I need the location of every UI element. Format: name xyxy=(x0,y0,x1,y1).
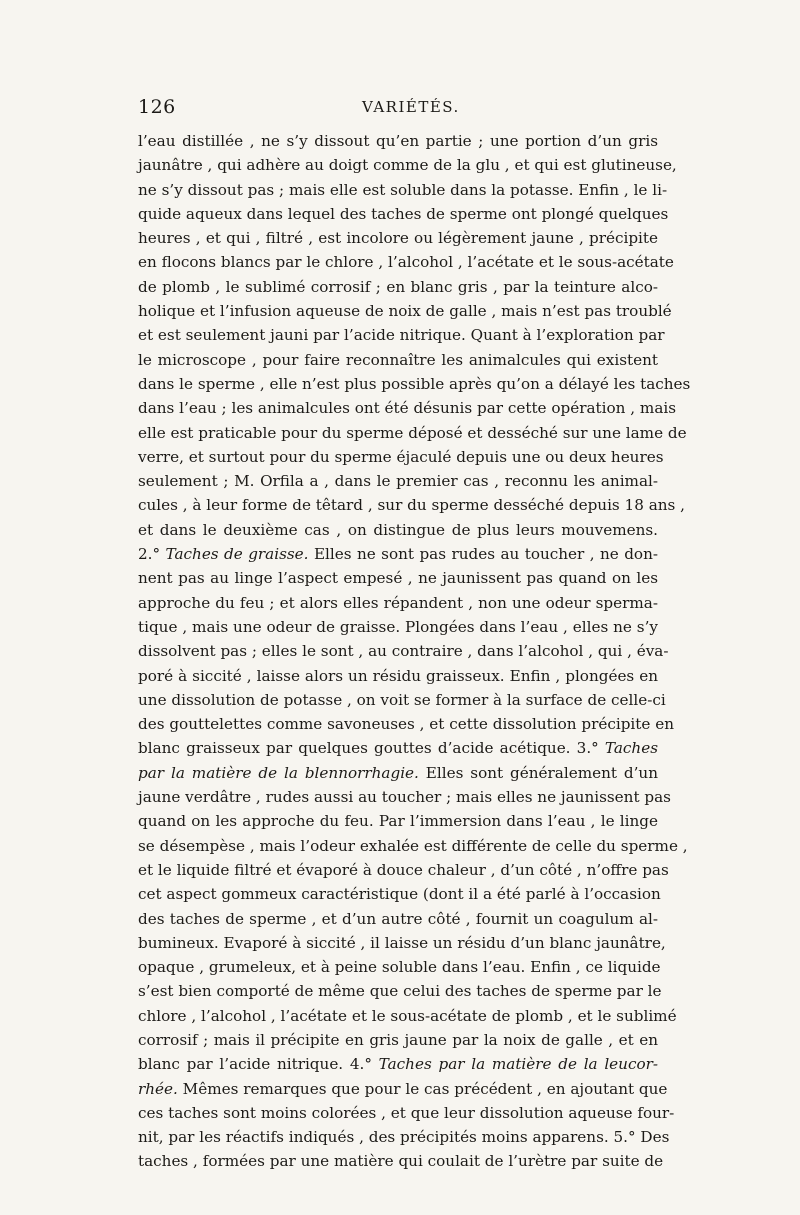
text-line xyxy=(138,761,658,785)
text-segment: ne s’y dissout pas ; mais elle est soluble dans la potasse. Enfin , le li- xyxy=(138,180,668,199)
text-segment: et le liquide filtré et évaporé à douce chaleur , d’un côté , n’offre pas xyxy=(138,860,669,879)
text-line xyxy=(138,518,658,542)
text-segment: quide aqueux dans lequel des taches de sperme ont plongé quelques xyxy=(138,204,669,223)
body-text xyxy=(138,129,691,1174)
text-line xyxy=(138,834,688,858)
text-line xyxy=(138,372,691,396)
text-line xyxy=(138,1077,668,1101)
text-line xyxy=(138,1125,670,1149)
text-line xyxy=(138,639,669,663)
text-segment: dans le sperme , elle n’est plus possible après qu’on a délayé les taches xyxy=(138,374,691,393)
text-line xyxy=(138,785,671,809)
text-segment: approche du feu ; et alors elles répandent , non une odeur sperma- xyxy=(138,593,658,612)
text-segment: Elles sont généralement d’un xyxy=(418,763,658,782)
text-segment: nit, par les réactifs indiqués , des précipités moins apparens. 5.° Des xyxy=(138,1128,670,1147)
text-line xyxy=(138,882,661,906)
text-segment: blanc graisseux par quelques gouttes d’acide acétique. 3.° xyxy=(138,739,605,758)
text-line xyxy=(138,979,662,1003)
text-line xyxy=(138,664,658,688)
text-line xyxy=(138,178,668,202)
text-line xyxy=(138,275,658,299)
text-segment: une dissolution de potasse , on voit se former à la surface de celle-ci xyxy=(138,690,666,709)
text-line xyxy=(138,591,658,615)
italic-text-segment: Taches de graisse. xyxy=(165,545,309,564)
text-line xyxy=(138,153,677,177)
text-segment: et dans le deuxième cas , on distingue de plus leurs mouvemens. xyxy=(138,520,658,539)
text-line xyxy=(138,348,658,372)
text-line xyxy=(138,907,658,931)
text-segment: seulement ; M. Orfila a , dans le premier cas , reconnu les animal- xyxy=(138,472,658,491)
text-line xyxy=(138,1101,675,1125)
text-segment: corrosif ; mais il précipite en gris jaune par la noix de galle , et en xyxy=(138,1030,658,1049)
text-line xyxy=(138,566,658,590)
text-segment: bumineux. Evaporé à siccité , il laisse un résidu d’un blanc jaunâtre, xyxy=(138,933,666,952)
text-segment: heures , et qui , filtré , est incolore ou légèrement jaune , précipite xyxy=(138,229,658,248)
text-segment: 2.° xyxy=(138,545,166,564)
text-line xyxy=(138,469,658,493)
text-line xyxy=(138,688,666,712)
page-header xyxy=(138,96,658,122)
text-line xyxy=(138,1004,677,1028)
page-number: 126 xyxy=(138,96,176,118)
text-segment: cet aspect gommeux caractéristique (dont il a été parlé à l’occasion xyxy=(138,885,661,904)
text-line xyxy=(138,202,669,226)
text-line xyxy=(138,226,658,250)
text-segment: tique , mais une odeur de graisse. Plongées dans l’eau , elles ne s’y xyxy=(138,617,658,636)
text-segment: et est seulement jauni par l’acide nitrique. Quant à l’exploration par xyxy=(138,326,665,345)
text-line xyxy=(138,736,658,760)
text-line xyxy=(138,931,666,955)
text-line xyxy=(138,1149,664,1173)
text-segment: des gouttelettes comme savoneuses , et cette dissolution précipite en xyxy=(138,715,674,734)
text-line xyxy=(138,323,665,347)
text-line xyxy=(138,250,674,274)
italic-text-segment: Taches par la matière de la leucor- xyxy=(378,1055,658,1074)
text-segment: le microscope , pour faire reconnaître les animalcules qui existent xyxy=(138,350,658,369)
text-segment: nent pas au linge l’aspect empesé , ne jaunissent pas quand on les xyxy=(138,569,658,588)
text-segment: dissolvent pas ; elles le sont , au contraire , dans l’alcohol , qui , éva- xyxy=(138,642,669,661)
text-segment: Elles ne sont pas rudes au toucher , ne don- xyxy=(308,545,658,564)
text-segment: poré à siccité , laisse alors un résidu graisseux. Enfin , plongées en xyxy=(138,666,658,685)
text-segment: des taches de sperme , et d’un autre côté , fournit un coagulum al- xyxy=(138,909,658,928)
text-segment: verre, et surtout pour du sperme éjaculé depuis une ou deux heures xyxy=(138,447,664,466)
text-line xyxy=(138,129,658,153)
running-head: VARIÉTÉS. xyxy=(362,98,460,116)
text-line xyxy=(138,712,674,736)
text-segment: jaunâtre , qui adhère au doigt comme de la glu , et qui est glutineuse, xyxy=(138,156,677,175)
text-segment: ces taches sont moins colorées , et que leur dissolution aqueuse four- xyxy=(138,1103,675,1122)
text-line xyxy=(138,299,672,323)
text-line xyxy=(138,1028,658,1052)
text-segment: de plomb , le sublimé corrosif ; en blanc gris , par la teinture alco- xyxy=(138,277,658,296)
text-line xyxy=(138,542,658,566)
text-line xyxy=(138,396,677,420)
text-line xyxy=(138,809,658,833)
text-segment: chlore , l’alcohol , l’acétate et le sous-acétate de plomb , et le sublimé xyxy=(138,1006,677,1025)
text-line xyxy=(138,615,658,639)
italic-text-segment: rhée. xyxy=(138,1079,178,1098)
text-segment: elle est praticable pour du sperme déposé et desséché sur une lame de xyxy=(138,423,687,442)
text-line xyxy=(138,493,685,517)
text-segment: holique et l’infusion aqueuse de noix de galle , mais n’est pas troublé xyxy=(138,302,672,321)
text-segment: cules , à leur forme de têtard , sur du sperme desséché depuis 18 ans , xyxy=(138,496,685,515)
text-segment: en flocons blancs par le chlore , l’alcohol , l’acétate et le sous-acétate xyxy=(138,253,674,272)
text-line xyxy=(138,1052,658,1076)
italic-text-segment: Taches xyxy=(604,739,658,758)
text-segment: l’eau distillée , ne s’y dissout qu’en partie ; une portion d’un gris xyxy=(138,132,658,150)
text-line xyxy=(138,858,669,882)
text-segment: quand on les approche du feu. Par l’immersion dans l’eau , le linge xyxy=(138,812,658,831)
text-segment: s’est bien comporté de même que celui des taches de sperme par le xyxy=(138,982,662,1001)
text-line xyxy=(138,955,661,979)
text-segment: Mêmes remarques que pour le cas précédent , en ajoutant que xyxy=(177,1079,668,1098)
text-segment: se désempèse , mais l’odeur exhalée est différente de celle du sperme , xyxy=(138,836,688,855)
text-segment: blanc par l’acide nitrique. 4.° xyxy=(138,1055,379,1074)
text-segment: taches , formées par une matière qui coulait de l’urètre par suite de xyxy=(138,1152,664,1171)
text-segment: dans l’eau ; les animalcules ont été désunis par cette opération , mais xyxy=(138,399,677,418)
text-line xyxy=(138,445,664,469)
text-segment: opaque , grumeleux, et à peine soluble dans l’eau. Enfin , ce liquide xyxy=(138,958,661,977)
italic-text-segment: par la matière de la blennorrhagie. xyxy=(138,763,419,782)
text-segment: jaune verdâtre , rudes aussi au toucher ; mais elles ne jaunissent pas xyxy=(138,788,671,807)
text-line xyxy=(138,421,687,445)
